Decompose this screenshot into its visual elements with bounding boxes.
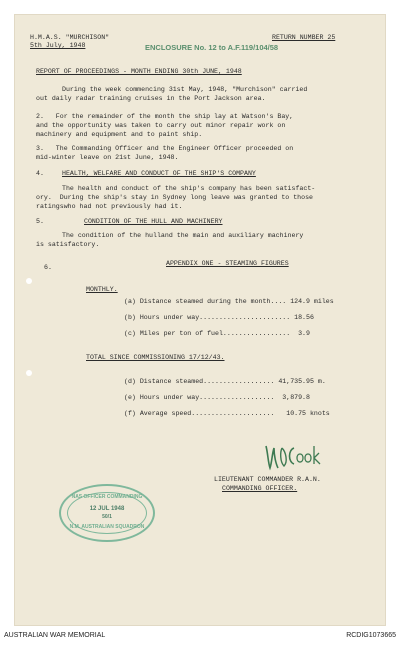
- stamp-date: 12 JUL 1948: [89, 506, 125, 512]
- total-average-speed: (f) Average speed..................... 10.75 knots: [124, 410, 330, 417]
- signatory-rank: LIEUTENANT COMMANDER R.A.N.: [214, 476, 321, 483]
- para-6-number: 6.: [44, 264, 52, 271]
- para-2-line-1: 2. For the remainder of the month the ship lay at Watson's Bay,: [36, 113, 294, 120]
- para-2-line-3: machinery and equipment and to paint ship.: [36, 131, 203, 138]
- punch-hole: [26, 278, 32, 284]
- para-5-number: 5.: [36, 218, 44, 225]
- para-2-line-2: and the opportunity was taken to carry out minor repair work on: [36, 122, 286, 129]
- total-label: TOTAL SINCE COMMISSIONING 17/12/43.: [86, 354, 225, 361]
- ship-name: H.M.A.S. "MURCHISON": [30, 34, 110, 41]
- para-3-line-1: 3. The Commanding Officer and the Engineer Officer proceeded on: [36, 145, 294, 152]
- stamp-line-4: N.M. AUSTRALIAN SQUADRON: [69, 524, 145, 530]
- enclosure-stamp: ENCLOSURE No. 12 to A.F.119/104/58: [145, 43, 279, 52]
- footer-institution: AUSTRALIAN WAR MEMORIAL: [4, 632, 106, 639]
- stamp-reference: 50/1: [102, 514, 112, 520]
- monthly-distance: (a) Distance steamed during the month.... 124.9 miles: [124, 298, 334, 305]
- footer-catalog-id: RCDIG1073665: [346, 632, 396, 639]
- report-title: REPORT OF PROCEEDINGS - MONTH ENDING 30th JUNE, 1948: [36, 68, 242, 75]
- total-distance: (d) Distance steamed.................. 41,735.95 m.: [124, 378, 326, 385]
- para-3-line-2: mid-winter leave on 21st June, 1948.: [36, 154, 179, 161]
- signature-mark: [262, 440, 322, 472]
- para-5-line-2: is satisfactory.: [36, 241, 100, 248]
- para-1-line-2: out daily radar training cruises in the Port Jackson area.: [36, 95, 266, 102]
- report-date: 5th July, 1948: [30, 42, 86, 49]
- punch-hole: [26, 370, 32, 376]
- para-4-heading: HEALTH, WELFARE AND CONDUCT OF THE SHIP'S COMPANY: [62, 170, 256, 177]
- para-4-line-1: The health and conduct of the ship's company has been satisfact-: [62, 185, 316, 192]
- para-4-number: 4.: [36, 170, 44, 177]
- return-number: RETURN NUMBER 25: [272, 34, 336, 41]
- para-1-line-1: During the week commencing 31st May, 1948, "Murchison" carried: [62, 86, 308, 93]
- monthly-label: MONTHLY.: [86, 286, 118, 293]
- appendix-heading: APPENDIX ONE - STEAMING FIGURES: [166, 260, 289, 267]
- stamp-line-1: NAS OFFICER COMMANDING: [71, 494, 143, 500]
- signatory-title: COMMANDING OFFICER.: [222, 485, 298, 492]
- para-5-line-1: The condition of the hulland the main and auxiliary machinery: [62, 232, 304, 239]
- monthly-hours: (b) Hours under way....................... 18.56: [124, 314, 314, 321]
- para-4-line-3: ratingswho had not previously had it.: [36, 203, 183, 210]
- para-4-line-2: ory. During the ship's stay in Sydney long leave was granted to those: [36, 194, 313, 201]
- para-5-heading: CONDITION OF THE HULL AND MACHINERY: [84, 218, 223, 225]
- receipt-stamp: [59, 484, 155, 542]
- total-hours: (e) Hours under way................... 3,879.8: [124, 394, 310, 401]
- monthly-miles-per-ton: (c) Miles per ton of fuel................. 3.9: [124, 330, 310, 337]
